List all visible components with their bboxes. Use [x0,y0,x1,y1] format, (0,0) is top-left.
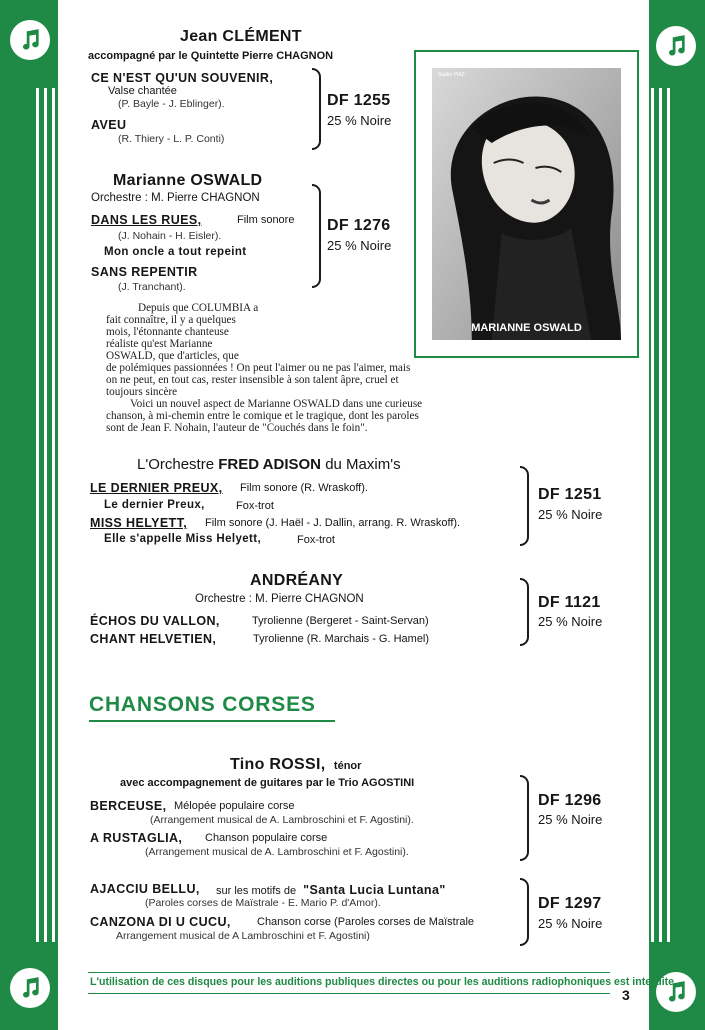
left-border-band [0,0,58,1030]
song-description: Chanson populaire corse [205,832,328,844]
music-note-icon [10,20,50,60]
prose-line: sont de Jean F. Nohain, l'auteur de "Couchés dans le foin". [106,422,368,434]
group-brace [312,184,321,288]
song-title: BERCEUSE, [90,799,167,813]
prose-line: de polémiques passionnées ! On peut l'aimer ou ne pas l'aimer, mais [106,362,411,374]
song-title: CE N'EST QU'UN SOUVENIR, [91,71,274,85]
group-brace [520,466,529,546]
disc-format: 25 % Noire [538,812,603,827]
song-title: A RUSTAGLIA, [90,831,183,845]
voice-type: ténor [333,760,362,772]
artist-name: ANDRÉANY [250,572,344,589]
artist-photo [432,68,621,340]
song-description [216,883,446,897]
group-brace [520,878,529,946]
group-brace [312,68,321,150]
song-credit: (Arrangement musical de A. Lambroschini et F. Agostini). [145,846,409,858]
disc-format: 25 % Noire [327,113,392,128]
song-credit: (Paroles corses de Maïstrale - E. Mario P. d'Amor). [145,897,381,909]
song-description: Film sonore (J. Haël - J. Dallin, arrang. R. Wraskoff). [205,517,461,529]
music-note-icon [656,26,696,66]
song-description: Fox-trot [236,500,274,512]
music-note-icon [10,968,50,1008]
song-description: Chanson corse (Paroles corses de Maïstrale [257,916,475,928]
group-brace [520,578,529,646]
song-credit: (R. Thiery - L. P. Conti) [118,133,225,145]
song-credit: Arrangement musical de A Lambroschini et F. Agostini) [116,930,370,942]
catalog-number: DF 1251 [538,486,602,503]
song-title: Le dernier Preux, [104,499,205,511]
section-title: CHANSONS CORSES [89,693,316,716]
catalog-number: DF 1297 [538,895,602,912]
artist-name: Tino ROSSI, [230,756,326,773]
song-title: MISS HELYETT, [90,516,188,530]
prose-line: chanson, à mi-chemin entre le comique et le tragique, dont les paroles [106,410,419,422]
right-border-band [649,0,705,1030]
prose-line: Voici un nouvel aspect de Marianne OSWALD dans une curieuse [130,398,423,410]
song-credit: (J. Nohain - H. Eisler). [118,230,222,242]
photo-caption: MARIANNE OSWALD [471,322,582,334]
border-stripe [667,88,670,942]
group-brace [520,775,529,861]
song-title: Elle s'appelle Miss Helyett, [104,533,262,545]
song-title: AVEU [91,118,127,132]
catalog-number: DF 1296 [538,792,602,809]
border-stripe [52,88,55,942]
prose-line: Depuis que COLUMBIA a [138,302,259,314]
song-description: Valse chantée [108,85,177,97]
song-description: Film sonore [237,214,295,226]
orchestra-line: Orchestre : M. Pierre CHAGNON [91,192,260,204]
song-credit: (P. Bayle - J. Eblinger). [118,98,225,110]
song-description: Mélopée populaire corse [174,800,295,812]
prose-line: toujours sincère [106,386,178,398]
page-number: 3 [622,987,630,1003]
song-title: CHANT HELVETIEN, [90,632,217,646]
song-subtitle: Mon oncle a tout repeint [104,246,247,258]
disc-format: 25 % Noire [538,916,603,931]
song-quote: "Santa Lucia Luntana" [303,883,446,897]
border-stripe [36,88,39,942]
song-title: LE DERNIER PREUX, [90,481,223,495]
prose-narrow [106,302,306,362]
prose-line: on ne peut, en tout cas, rester insensible à son talent âpre, cruel et [106,374,399,386]
song-title: DANS LES RUES, [91,213,202,227]
prose-wide [106,362,546,434]
artist-name: Marianne OSWALD [113,172,263,189]
disc-format: 25 % Noire [538,507,603,522]
song-title: SANS REPENTIR [91,265,198,279]
footer-notice: L'utilisation de ces disques pour les auditions publiques directes ou pour les auditions radiophoniques est interdite [90,976,675,988]
song-credit: (J. Tranchant). [118,281,186,293]
artist-heading [230,756,361,774]
catalog-number: DF 1276 [327,217,391,234]
prose-line: fait connaître, il y a quelques [106,314,236,326]
song-description: Film sonore (R. Wraskoff). [240,482,368,494]
border-stripe [659,88,662,942]
catalog-number: DF 1255 [327,92,391,109]
accompaniment-line: avec accompagnement de guitares par le Trio AGOSTINI [120,777,415,789]
song-description: Tyrolienne (R. Marchais - G. Hamel) [253,633,430,645]
prose-line: mois, l'étonnante chanteuse [106,326,229,338]
orchestra-line: Orchestre : M. Pierre CHAGNON [195,593,364,605]
artist-photo-frame [414,50,639,358]
portrait-illustration [432,68,621,340]
heading-suffix: du Maxim's [325,456,401,473]
border-stripe [651,88,654,942]
disc-format: 25 % Noire [327,238,392,253]
prose-line: réaliste qu'est Marianne [106,338,213,350]
orchestra-heading [137,456,401,473]
song-description: Tyrolienne (Bergeret - Saint-Servan) [252,615,429,627]
photo-credit: Studio PIAZ [438,72,465,78]
border-stripe [44,88,47,942]
song-credit: (Arrangement musical de A. Lambroschini et F. Agostini). [150,814,414,826]
section-underline [89,720,335,722]
song-description-text: sur les motifs de [216,885,297,897]
song-title: CANZONA DI U CUCU, [90,915,231,929]
artist-name: Jean CLÉMENT [180,28,302,45]
prose-line: OSWALD, que d'articles, que [106,350,239,362]
song-description: Fox-trot [297,534,335,546]
artist-name: FRED ADISON [218,456,322,473]
disc-format: 25 % Noire [538,614,603,629]
accompaniment-line: accompagné par le Quintette Pierre CHAGNON [88,50,334,62]
catalog-number: DF 1121 [538,594,601,611]
song-title: ÉCHOS DU VALLON, [90,614,220,628]
song-title: AJACCIU BELLU, [90,882,200,896]
heading-prefix: L'Orchestre [137,456,215,473]
